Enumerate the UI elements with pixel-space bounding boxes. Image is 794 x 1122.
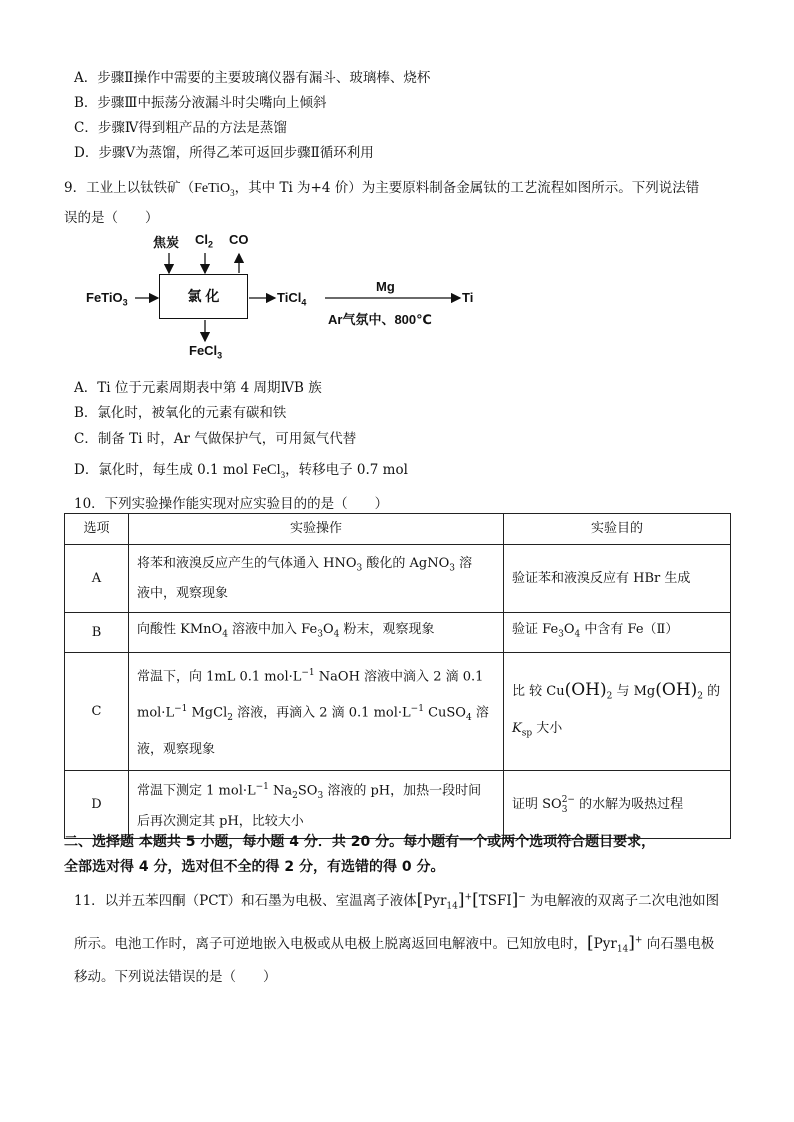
row-c-operation: 常温下，向 1mL 0.1 $mol\cdot L^{-1}$ NaOH 溶液中滴入 2 滴 0.1 $mol\cdot L^{-1}$ MgCl$_2$ 溶液，再滴入 2 滴 0.1 $mol\cdot L^{-1}$ CuSO$_4$ 溶 液，观察现象 — [129, 653, 504, 771]
section-2-heading: 二、选择题 本题共 5 小题，每小题 4 分．共 20 分。每小题有一个或两个选项符合题目要求， — [64, 834, 656, 850]
header-operation: 实验操作 — [129, 514, 504, 545]
table-row-a — [65, 545, 731, 613]
formula-fetio3: FeTiO$_3$ — [194, 181, 235, 198]
table-row-c — [65, 653, 731, 771]
process-flow-diagram — [0, 0, 794, 380]
chlorination-box: 氯 化 — [159, 274, 248, 319]
table-header-row — [65, 514, 731, 545]
flow-arrows — [0, 0, 794, 380]
row-b-option: B — [65, 613, 129, 653]
row-a-goal: 验证苯和液溴反应有 HBr 生成 — [504, 545, 731, 613]
row-c-option: C — [65, 653, 129, 771]
output-co: CO — [229, 232, 249, 247]
q9-stem-end: 误的是（ ） — [64, 210, 159, 226]
row-d-goal: 证明 SO2− 3 的水解为吸热过程 — [504, 771, 731, 839]
table-row-d — [65, 771, 731, 839]
q9-option-b: B．氯化时，被氧化的元素有碳和铁 — [74, 405, 287, 421]
table-row-b — [65, 613, 731, 653]
q8-option-d: D．步骤Ⅴ为蒸馏，所得乙苯可返回步骤Ⅱ循环利用 — [74, 145, 374, 161]
row-b-goal: 验证 $Fe_3O_4$ 中含有 Fe（Ⅱ） — [504, 613, 731, 653]
reagent-mg: Mg — [376, 279, 395, 294]
q9-option-d: D．氯化时，每生成 0.1 mol FeCl$_3$，转移电子 0.7 mol — [74, 462, 408, 480]
q11-stem-line2: 所示。电池工作时，离子可逆地嵌入电极或从电极上脱离返回电解液中。已知放电时，[Pyr$_{14}$]+ 向石墨电极 — [74, 933, 715, 955]
final-ti: Ti — [462, 290, 474, 305]
q11-stem-line3: 移动。下列说法错误的是（ ） — [74, 969, 277, 985]
input-chlorine: $Cl_2$ — [195, 232, 214, 250]
q11-stem-line1: 11．以并五苯四酮（PCT）和石墨为电极、室温离子液体[Pyr$_{14}$]+[TSFI]− 为电解液的双离子二次电池如图 — [74, 890, 720, 912]
byproduct-fecl3: FeCl$_3$ — [189, 343, 223, 361]
row-b-operation: 向酸性 KMnO$_4$ 溶液中加入 $Fe_3O_4$ 粉末，观察现象 — [129, 613, 504, 653]
q8-option-c: C．步骤Ⅳ得到粗产品的方法是蒸馏 — [74, 120, 287, 136]
row-a-operation: 将苯和液溴反应产生的气体通入 $HNO_3$ 酸化的 AgNO$_3$ 溶 液中，观察现象 — [129, 545, 504, 613]
feed-fetio3: FeTiO$_3$ — [86, 290, 128, 308]
row-d-operation: 常温下测定 1 $mol\cdot L^{-1}$ $Na_2SO_3$ 溶液的 pH，加热一段时间 后再次测定其 pH，比较大小 — [129, 771, 504, 839]
row-a-option: A — [65, 545, 129, 613]
q9-option-a: A．Ti 位于元素周期表中第 4 周期ⅣB 族 — [74, 380, 322, 396]
reaction-condition: Ar气氛中、800℃ — [328, 312, 432, 327]
q8-option-a: A．步骤Ⅱ操作中需要的主要玻璃仪器有漏斗、玻璃棒、烧杯 — [74, 70, 431, 86]
q9-stem: 9．工业上以钛铁矿（FeTiO$_3$，其中 Ti 为+4 价）为主要原料制备金属钛的工艺流程如图所示。下列说法错 — [64, 180, 700, 198]
section-2-heading-cont: 全部选对得 4 分，选对但不全的得 2 分，有选错的得 0 分。 — [64, 859, 445, 875]
header-option: 选项 — [65, 514, 129, 545]
q9-option-c: C．制备 Ti 时，Ar 气做保护气，可用氮气代替 — [74, 431, 357, 447]
input-coke: 焦炭 — [153, 235, 180, 250]
experiment-table — [64, 513, 731, 839]
row-c-goal: 比 较 $Cu(OH)_2$ 与 $Mg(OH)_2$ 的 $K_{sp}$ 大小 — [504, 653, 731, 771]
header-goal: 实验目的 — [504, 514, 731, 545]
q8-option-b: B．步骤Ⅲ中振荡分液漏斗时尖嘴向上倾斜 — [74, 95, 327, 111]
q10-stem: 10．下列实验操作能实现对应实验目的的是（ ） — [74, 496, 389, 512]
product-ticl4: TiCl$_4$ — [277, 290, 307, 308]
row-d-option: D — [65, 771, 129, 839]
